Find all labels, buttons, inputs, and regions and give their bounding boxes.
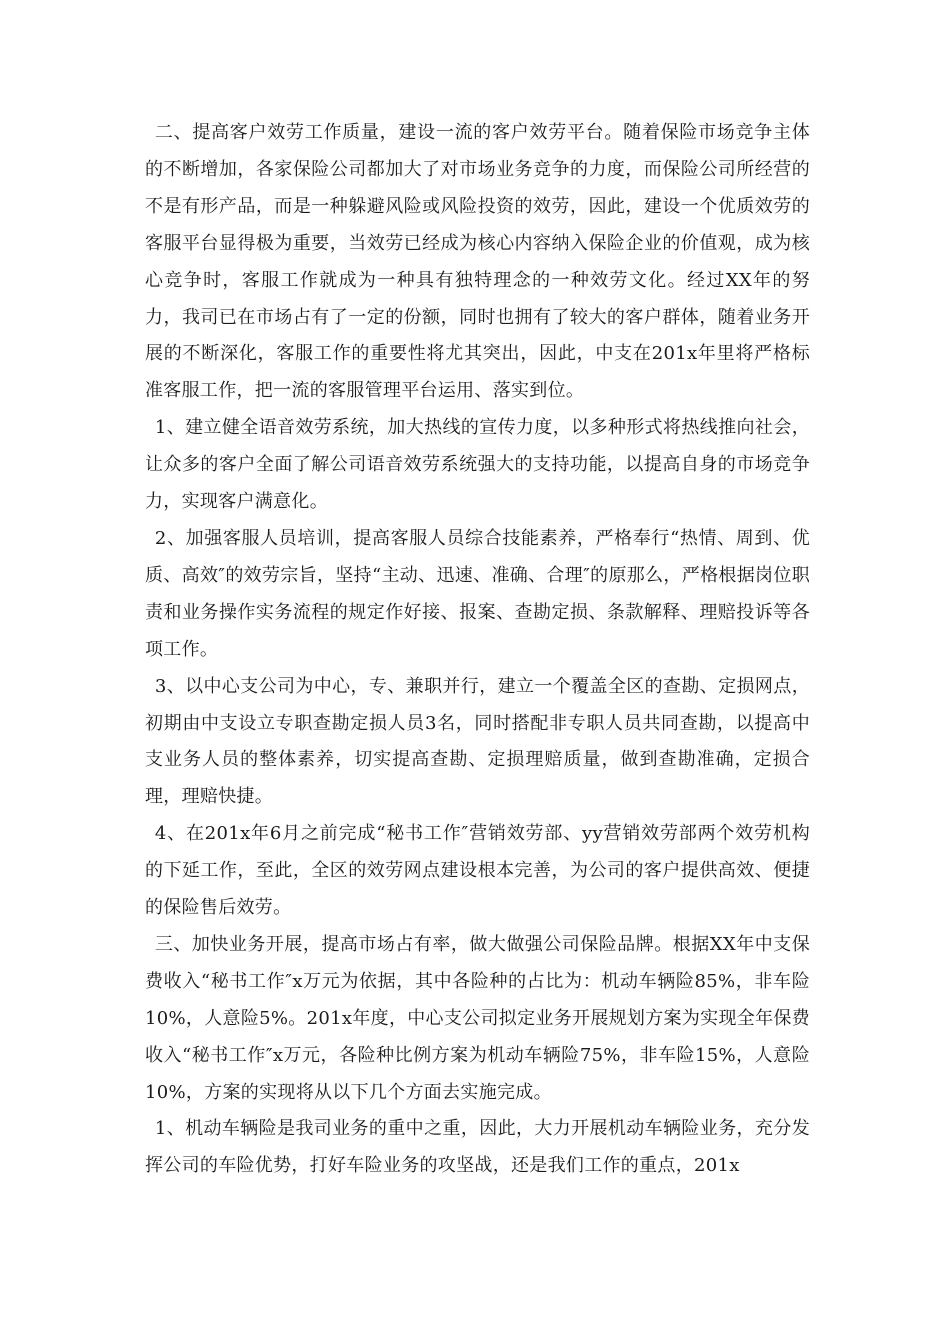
document-body [145,115,810,1185]
paragraph-staff-training: 2、加强客服人员培训，提高客服人员综合技能素养，严格奉行“热情、周到、优质、高效″的效劳宗旨，坚持“主动、迅速、准确、合理″的原那么，严格根据岗位职责和业务操作实务流程的规定作好接、报案、查勘定损、条款解释、理赔投诉等各项工作。 [145,527,810,660]
paragraph-survey-network: 3、以中心支公司为中心，专、兼职并行，建立一个覆盖全区的查勘、定损网点，初期由中支设立专职查勘定损人员3名，同时搭配非专职人员共同查勘，以提高中支业务人员的整体素养，切实提高查勘、定损理赔质量，做到查勘准确，定损合理，理赔快捷。 [145,675,810,808]
paragraph-voice-service: 1、建立健全语音效劳系统，加大热线的宣传力度，以多种形式将热线推向社会，让众多的客户全面了解公司语音效劳系统强大的支持功能，以提高自身的市场竞争力，实现客户满意化。 [145,417,810,513]
paragraph-service-outlets: 4、在201x年6月之前完成“秘书工作″营销效劳部、yy营销效劳部两个效劳机构的下延工作，至此，全区的效劳网点建设根本完善，为公司的客户提供高效、便捷的保险售后效劳。 [145,823,810,919]
paragraph-customer-service: 二、提高客户效劳工作质量，建设一流的客户效劳平台。随着保险市场竞争主体的不断增加，各家保险公司都加大了对市场业务竞争的力度，而保险公司所经营的不是有形产品，而是一种躲避风险或风险投资的效劳，因此，建设一个优质效劳的客服平台显得极为重要，当效劳已经成为核心内容纳入保险企业的价值观，成为核心竞争时，客服工作就成为一种具有独特理念的一种效劳文化。经过XX年的努力，我司已在市场占有了一定的份额，同时也拥有了较大的客户群体，随着业务开展的不断深化，客服工作的重要性将尤其突出，因此，中支在201x年里将严格标准客服工作，把一流的客服管理平台运用、落实到位。 [145,122,810,402]
paragraph-motor-insurance: 1、机动车辆险是我司业务的重中之重，因此，大力开展机动车辆险业务，充分发挥公司的车险优势，打好车险业务的攻坚战，还是我们工作的重点，201x [145,1118,810,1177]
paragraph-business-expansion: 三、加快业务开展，提高市场占有率，做大做强公司保险品牌。根据XX年中支保费收入“秘书工作″x万元为依据，其中各险种的占比为：机动车辆险85%，非车险10%，人意险5%。201x年度，中心支公司拟定业务开展规划方案为实现全年保费收入“秘书工作″x万元，各险种比例方案为机动车辆险75%，非车险15%，人意险10%，方案的实现将从以下几个方面去实施完成。 [145,933,810,1103]
